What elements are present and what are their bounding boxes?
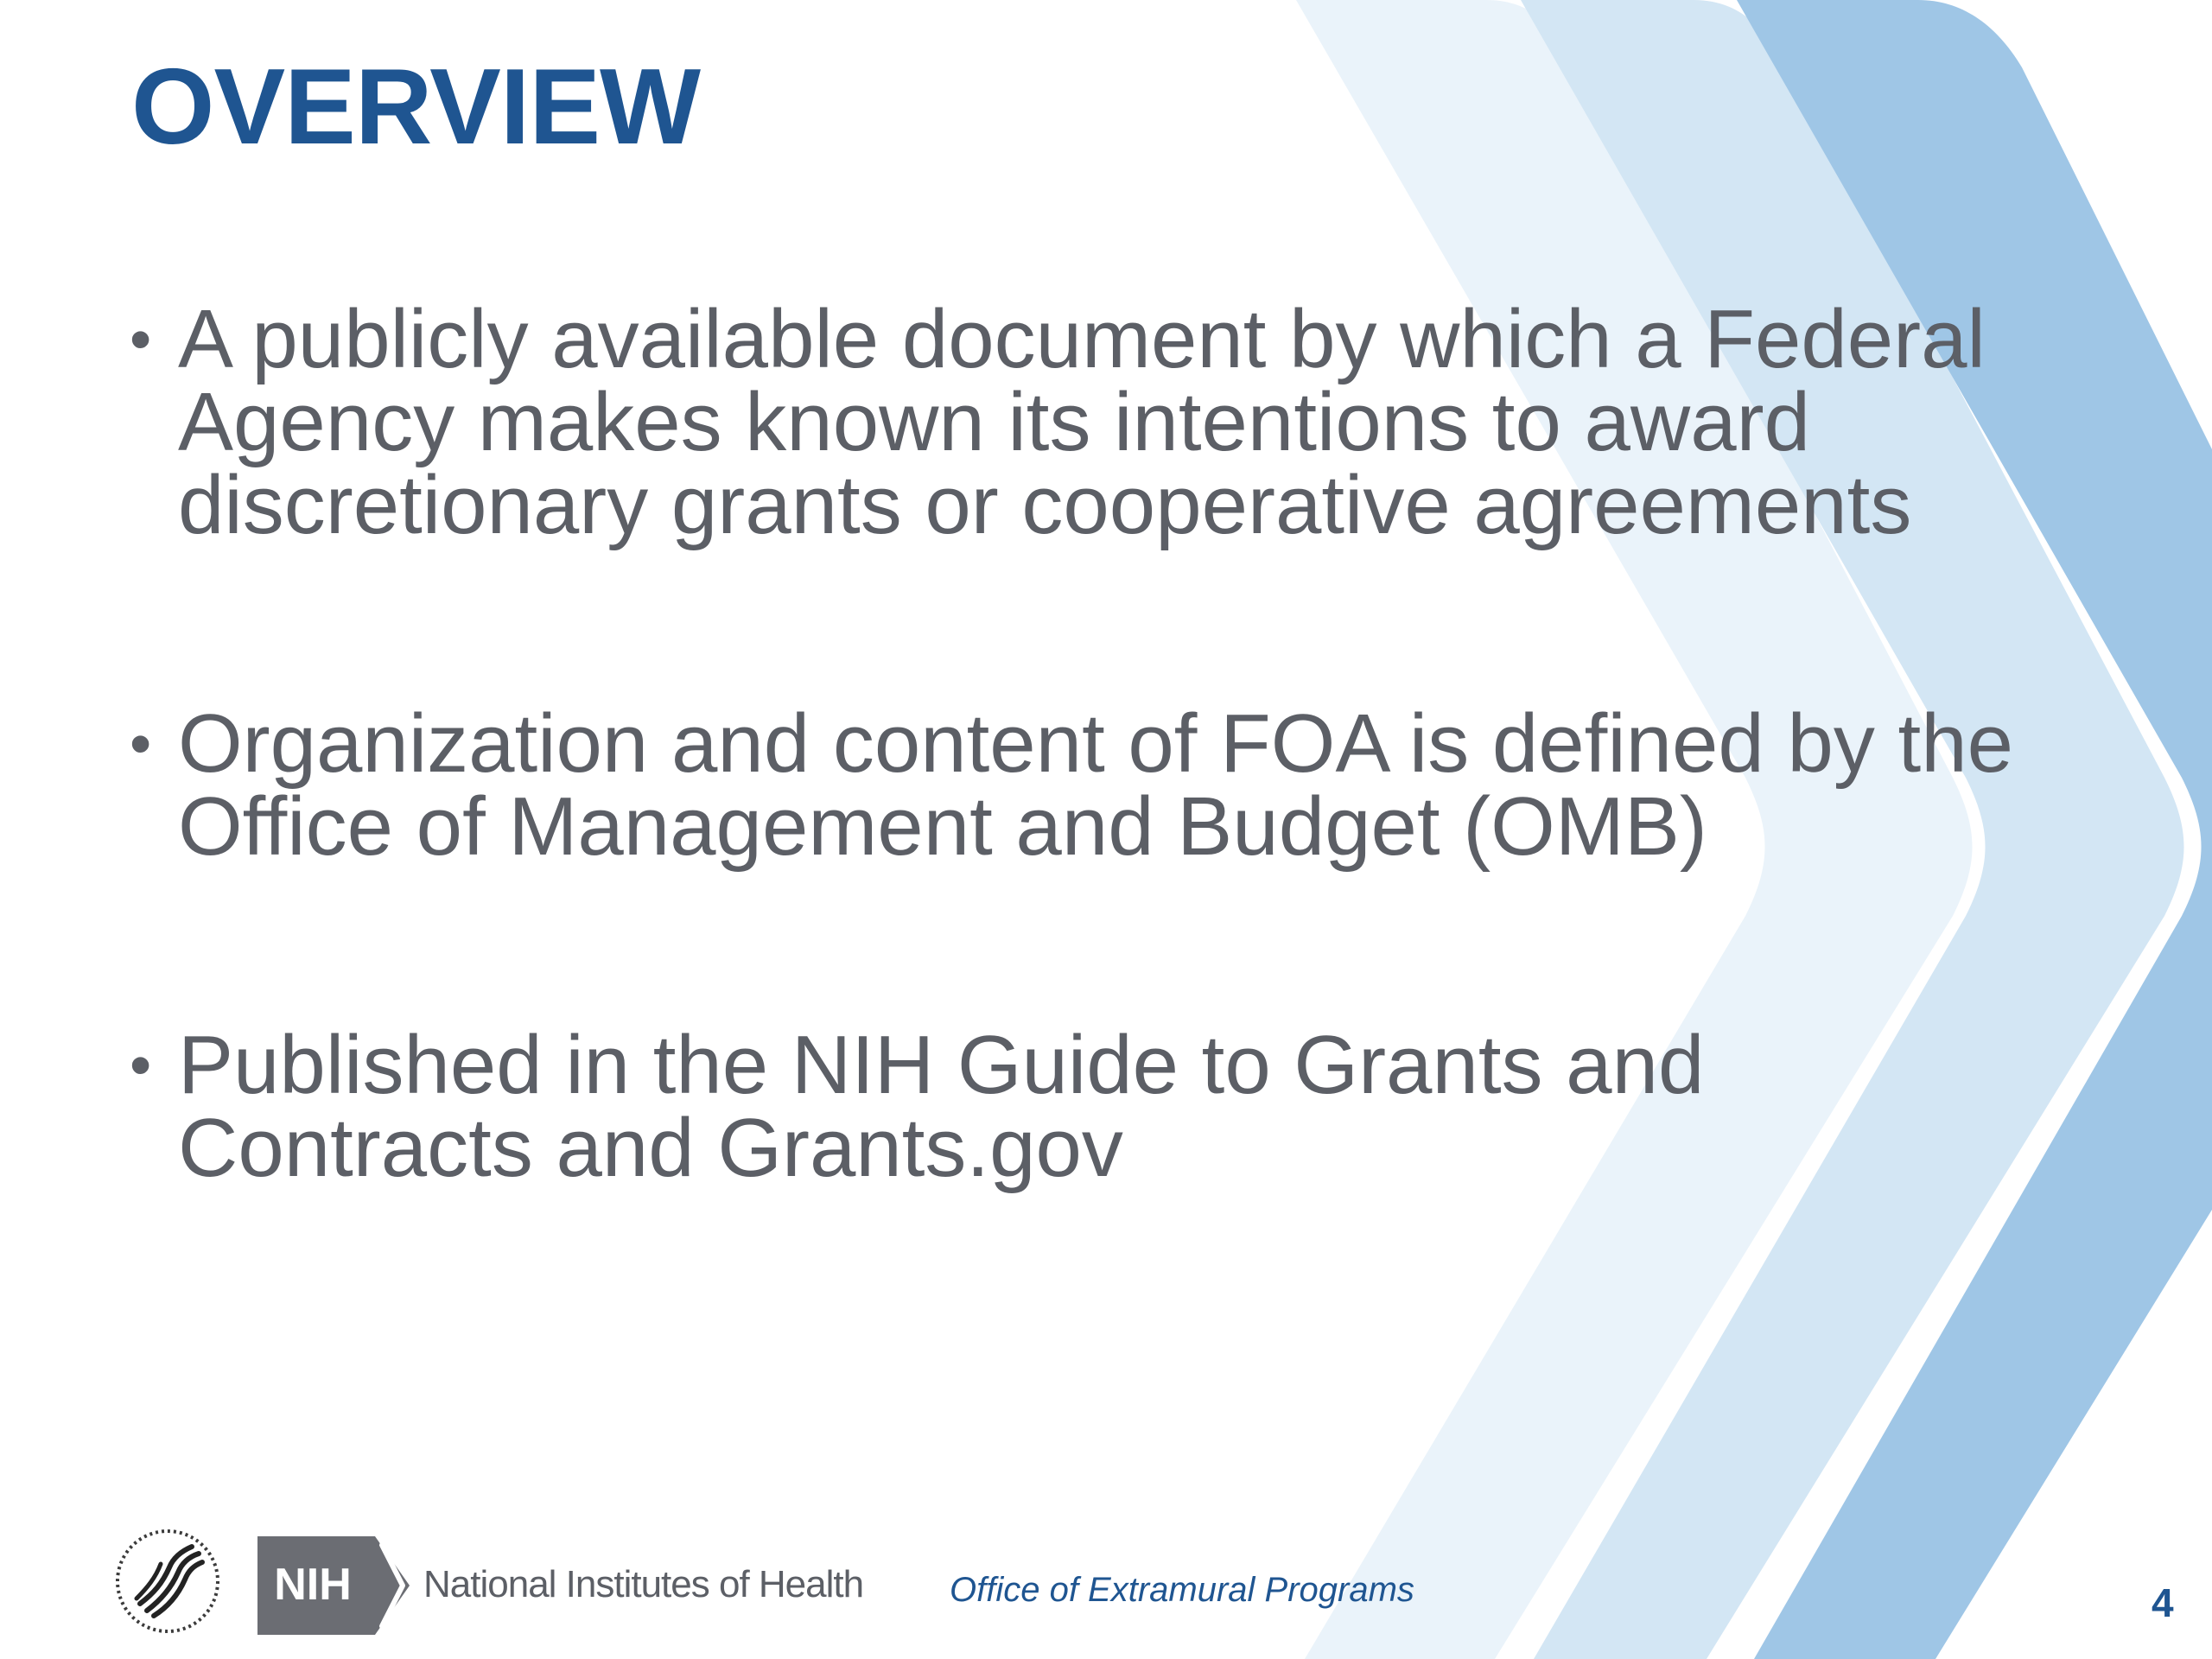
bullet-list	[130, 293, 2117, 1194]
office-name: Office of Extramural Programs	[950, 1571, 1414, 1609]
bullet-dot-icon: •	[130, 1031, 152, 1100]
bullet-line: A publicly available document by which a Federal	[178, 293, 1986, 385]
bullet-line: Published in the NIH Guide to Grants and	[178, 1019, 1705, 1111]
bullet-line: Contracts and Grants.gov	[178, 1102, 1123, 1194]
bullet-item	[130, 1019, 2117, 1194]
nih-badge-icon	[257, 1536, 413, 1635]
bullet-dot-icon: •	[130, 709, 152, 779]
slide-title: OVERVIEW	[131, 48, 701, 167]
nih-badge-label: NIH	[274, 1560, 352, 1610]
bullet-item	[130, 293, 2117, 551]
bullet-line: Organization and content of FOA is defined by the	[178, 697, 2013, 790]
bullet-line: Agency makes known its intentions to award	[178, 376, 1810, 468]
page-number: 4	[2152, 1580, 2174, 1625]
bullet-dot-icon: •	[130, 305, 152, 374]
nih-name: National Institutes of Health	[423, 1563, 864, 1605]
bullet-line: discretionary grants or cooperative agreements	[178, 459, 1912, 551]
hhs-eagle-seal-icon	[107, 1521, 228, 1642]
slide-footer	[0, 1521, 2212, 1650]
bullet-line: Office of Management and Budget (OMB)	[178, 780, 1707, 873]
bullet-item	[130, 697, 2117, 873]
